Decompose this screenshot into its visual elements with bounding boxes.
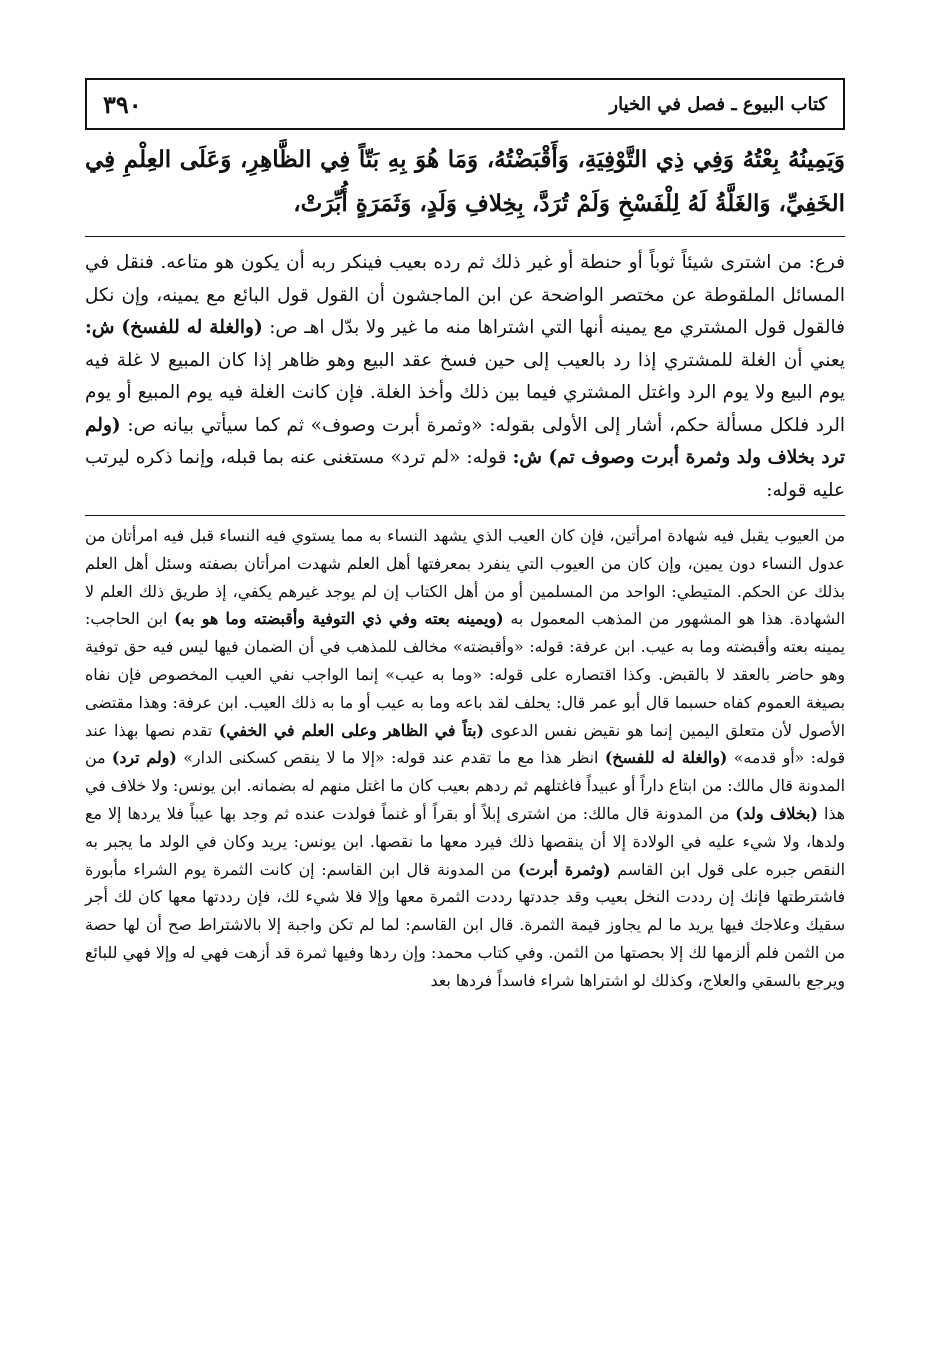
footnote-divider	[85, 515, 845, 516]
commentary-part: قوله: «لم ترد» مستغنى عنه بما قبله، وإنما ذكره ليرتب عليه قوله:	[85, 447, 845, 501]
footnote-quote: (وثمرة أبرت)	[517, 859, 611, 879]
matn-text: وَيَمِينُهُ بِعْتُهُ وَفِي ذِي التَّوْفِيَةِ، وَأَقْبَضْتُهُ، وَمَا هُوَ بِهِ بَتّاً فِي الظَّاهِرِ، وَعَلَى العِلْمِ فِي الخَفِيِّ، وَالغَلَّةُ لَهُ لِلْفَسْخِ وَلَمْ تُرَدَّ، بِخِلافِ وَلَدٍ، وَثَمَرَةٍ أُبِّرَتْ،	[85, 146, 845, 217]
page-number: ٣٩٠	[103, 89, 142, 119]
commentary-part: يعني أن الغلة للمشتري إذا رد بالعيب إلى حين فسخ عقد البيع وهو ظاهر إذا كان المبيع لا غلة فيه يوم البيع ولا يوم الرد واغتل المشتري فيما بين ذلك وأخذ الغلة. فإن كانت الغلة فيه يوم المبيع أو يوم الرد فلكل مسألة حكم، أشار إلى الأولى بقوله: «وثمرة أبرت وصوف» ثم كما سيأتي بيانه ص:	[85, 349, 845, 436]
footnote-quote: (ويمينه بعته وفي ذي التوفية وأقبضته وما هو به)	[174, 609, 504, 629]
footnote-part: من العيوب يقبل فيه شهادة امرأتين، فإن كان العيب الذي يشهد النساء به مما يستوي فيه النساء قبل فيه امرأتان من عدول النساء دون يمين، وإن كان من العيوب التي ينفرد بمعرفتها أهل العلم شهدت امرأتان بصفته وسئل أهل العلم بذلك عن الحكم. المتيطي: الواحد من المسلمين أو من أهل الكتاب إن لم يوجد غيرهم يكفي، إذ طريق ذلك العلم لا الشهادة. هذا هو المشهور من المذهب المعمول به	[85, 526, 845, 629]
commentary-text	[85, 247, 845, 507]
running-title: كتاب البيوع ـ فصل في الخيار	[609, 93, 827, 115]
footnote-part: ابن الحاجب: يمينه بعته وأقبضته وما به عيب. ابن عرفة: قوله: «وأقبضته» مخالف للمذهب في أن الضمان فيها ليس فيه حق توفية وهو حاضر بالعقد لا بالقبض. وكذا اقتصاره على قوله: «وما به عيب» إنما الواجب نفي العيب المخصوص فإن نفاه بصيغة العموم كفاه حسبما قال أبو عمر قال: يحلف لقد باعه وما به عيب أو ما به ذلك العيب. ابن عرفة: وهذا مقتضى الأصول لأن متعلق اليمين إنما هو نقيض نفس الدعوى	[85, 609, 845, 740]
footnote-part: من المدونة قال مالك: من ابتاع داراً أو عبيداً فاغتلهم ثم ردهم بعيب كان ما اغتل منهم له بضمانه. ابن يونس: ولا خلاف في هذا	[85, 748, 845, 823]
footnote-quote: (ولم ترد)	[111, 748, 177, 768]
page	[85, 78, 845, 1358]
footnote-quote: (بتاً في الظاهر وعلى العلم في الخفي)	[218, 720, 484, 740]
footnote-part: من المدونة قال ابن القاسم: إن كانت الثمرة يوم الشراء مأبورة فاشترطتها فإنك إن رددت النخل بعيب وقد جددتها رددت الثمرة معها وإلا فلا شيء لك، فإن رددتها معها كان لك أجر سقيك وعلاجك فيها يريد ما لم يجاوز قيمة الثمرة. قال ابن القاسم: لما لم تكن واجبة إلا بالاشتراط صح أن لها حصة من الثمن فلم ألزمها لك إلا بحصتها من الثمن. وفي كتاب محمد: وإن ردها وفيها ثمرة قد أزهت فهي له وإلا فهي للبائع ويرجع بالسقي والعلاج، وكذلك لو اشتراها شراء فاسداً فردها بعد	[85, 859, 845, 990]
footnote-part: انظر هذا مع ما تقدم عند قوله: «إلا ما لا ينقص كسكنى الدار»	[176, 748, 605, 768]
commentary-part: فرع: من اشترى شيئاً ثوباً أو حنطة أو غير ذلك ثم رده بعيب فينكر ربه أن يكون هو متاعه. فنقل في المسائل الملقوطة عن مختصر الواضحة عن ابن الماجشون أن القول قول البائع مع يمينه، وإن نكل فالقول قول المشتري مع يمينه أنها التي اشتراها منه ما غير ولا بدّل اهـ ص:	[85, 252, 845, 338]
footnote-part: من المدونة قال مالك: من اشترى إبلاً أو بقراً أو غنماً فولدت عنده ثم وجد بها عيباً فلا يردها إلا مع ولدها، ولا شيء عليه في الولادة إلا أن ينقصها ذلك فيرد معها ما نقصها. ابن يونس: يريد وكان في الولد ما يجبر به النقص جبره على قول ابن القاسم	[85, 803, 845, 879]
running-header	[85, 78, 845, 130]
commentary-quote: (ولم ترد بخلاف ولد وثمرة أبرت وصوف تم) ش:	[85, 414, 845, 468]
commentary-quote: (والغلة له للفسخ) ش:	[85, 317, 263, 338]
footnote-quote: (والغلة له للفسخ)	[604, 748, 728, 768]
section-divider	[85, 236, 845, 237]
footnote-part: تقدم نصها بهذا عند قوله: «أو قدمه»	[85, 720, 846, 768]
footnote-text	[85, 522, 845, 995]
footnote-quote: (بخلاف ولد)	[735, 803, 818, 823]
